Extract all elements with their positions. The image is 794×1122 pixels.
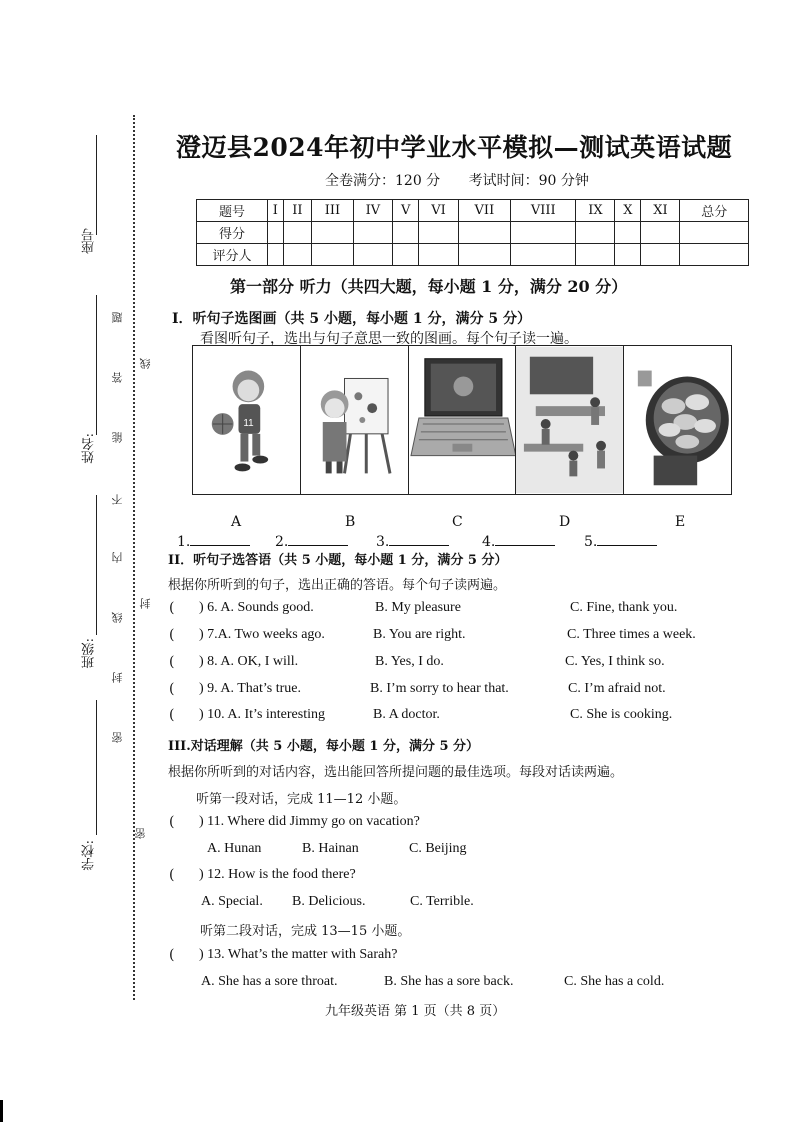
- table-cell: V: [393, 200, 419, 222]
- option-a: A. She has a sore throat.: [201, 974, 338, 989]
- seal-word: 答: [111, 372, 124, 383]
- picture-letter: C: [452, 514, 463, 530]
- section-3-title: III.对话理解（共 5 小题，每小题 1 分，满分 5 分）: [168, 739, 480, 754]
- score-row: [197, 222, 749, 244]
- table-cell: XI: [641, 200, 680, 222]
- table-cell: VII: [458, 200, 510, 222]
- option-c: C. Beijing: [409, 841, 467, 856]
- answer-number: 5.: [584, 534, 598, 550]
- picture-letter: D: [559, 514, 571, 530]
- table-cell: IV: [353, 200, 392, 222]
- class-line: [96, 495, 97, 635]
- option-c: C. She has a cold.: [564, 974, 665, 989]
- picture-letter: A: [231, 514, 242, 530]
- question-11: ) 11. Where did Jimmy go on vacation?: [199, 814, 420, 829]
- table-cell: 评分人: [197, 244, 268, 266]
- school-label: 学校:: [82, 840, 97, 871]
- name-label: 姓名:: [82, 433, 97, 464]
- answer-number: 2.: [275, 534, 289, 550]
- option-a: ) 9. A. That’s true.: [199, 681, 302, 696]
- answer-paren[interactable]: (: [169, 600, 175, 616]
- section-3-instruction: 根据你所听到的对话内容，选出能回答所提问题的最佳选项。每段对话读两遍。: [168, 765, 624, 780]
- table-cell: VIII: [511, 200, 576, 222]
- answer-paren[interactable]: (: [169, 947, 175, 963]
- option-a: A. Special.: [201, 894, 263, 909]
- option-b: B. Delicious.: [292, 894, 366, 909]
- answer-paren[interactable]: (: [169, 814, 175, 830]
- exam-subtitle: [325, 170, 613, 190]
- option-a: ) 8. A. OK, I will.: [199, 654, 299, 669]
- option-a: ) 7.A. Two weeks ago.: [199, 627, 325, 642]
- answer-number: 3.: [376, 534, 390, 550]
- option-a: ) 6. A. Sounds good.: [199, 600, 314, 615]
- answer-paren[interactable]: (: [169, 707, 175, 723]
- answer-blank-5[interactable]: [584, 533, 657, 550]
- section-2-instruction: 根据你所听到的句子，选出正确的答语。每个句子读两遍。: [168, 578, 507, 593]
- table-cell: X: [615, 200, 641, 222]
- option-a: A. Hunan: [207, 841, 262, 856]
- picture-e-dumplings: [624, 346, 731, 494]
- seal-word: 线: [139, 358, 152, 369]
- table-cell: 题号: [197, 200, 268, 222]
- full-score: 全卷满分：120 分: [325, 173, 441, 189]
- option-b: B. A doctor.: [373, 707, 440, 722]
- exam-time: 考试时间：90 分钟: [468, 173, 589, 189]
- picture-c-computer: [409, 346, 517, 494]
- option-b: B. Hainan: [302, 841, 359, 856]
- seal-word: 密: [134, 828, 147, 839]
- answer-blank-4[interactable]: [482, 533, 555, 550]
- option-c: C. She is cooking.: [570, 707, 673, 722]
- seal-word: 能: [111, 432, 124, 443]
- seat-line: [96, 135, 97, 235]
- table-cell: III: [312, 200, 354, 222]
- class-label: 班级:: [82, 638, 97, 669]
- seal-word: 不: [111, 494, 124, 505]
- name-line: [96, 295, 97, 435]
- answer-paren[interactable]: (: [169, 867, 175, 883]
- seal-word: 封: [139, 598, 152, 609]
- question-12: ) 12. How is the food there?: [199, 867, 356, 882]
- option-b: B. I’m sorry to hear that.: [370, 681, 509, 696]
- picture-a-basketball: [193, 346, 301, 494]
- answer-paren[interactable]: (: [169, 654, 175, 670]
- part-one-title: 第一部分 听力（共四大题，每小题 1 分，满分 20 分）: [230, 277, 628, 296]
- table-cell: 得分: [197, 222, 268, 244]
- table-cell: II: [283, 200, 312, 222]
- svg-text:11: 11: [243, 417, 254, 429]
- picture-d-classroom: [516, 346, 624, 494]
- answer-number: 4.: [482, 534, 496, 550]
- option-b: B. She has a sore back.: [384, 974, 514, 989]
- table-cell: IX: [576, 200, 615, 222]
- picture-b-painting: [301, 346, 409, 494]
- option-b: B. My pleasure: [375, 600, 461, 615]
- seal-word: 题: [111, 312, 124, 323]
- seal-word: 封: [111, 672, 124, 683]
- picture-letter: B: [345, 514, 356, 530]
- section-1-instruction: 看图听句子，选出与句子意思一致的图画。每个句子读一遍。: [200, 331, 578, 347]
- answer-blank-3[interactable]: [376, 533, 449, 550]
- seat-label: 座号: [82, 228, 97, 254]
- seal-word: 密: [111, 732, 124, 743]
- score-table: [196, 199, 749, 266]
- option-c: C. Terrible.: [410, 894, 474, 909]
- option-b: B. You are right.: [373, 627, 466, 642]
- seal-dotted-line: [133, 115, 135, 1000]
- answer-blank-2[interactable]: [275, 533, 348, 550]
- dialog-2-instruction: 听第二段对话，完成 13—15 小题。: [200, 924, 411, 939]
- answer-number: 1.: [177, 534, 191, 550]
- answer-blank-1[interactable]: [177, 533, 250, 550]
- section-2-title: II．听句子选答语（共 5 小题，每小题 1 分，满分 5 分）: [168, 553, 508, 568]
- option-a: ) 10. A. It’s interesting: [199, 707, 325, 722]
- section-1-title: I．听句子选图画（共 5 小题，每小题 1 分，满分 5 分）: [172, 311, 532, 327]
- question-13: ) 13. What’s the matter with Sarah?: [199, 947, 398, 962]
- exam-title: 澄迈县2024年初中学业水平模拟—测试英语试题: [176, 133, 733, 162]
- score-header-row: [197, 200, 749, 222]
- picture-letter: E: [675, 514, 686, 530]
- scan-mark: [0, 1100, 3, 1122]
- answer-paren[interactable]: (: [169, 627, 175, 643]
- table-cell: 总分: [680, 200, 749, 222]
- option-c: C. Yes, I think so.: [565, 654, 665, 669]
- school-line: [96, 700, 97, 835]
- picture-strip: [192, 345, 732, 495]
- answer-paren[interactable]: (: [169, 681, 175, 697]
- table-cell: VI: [419, 200, 458, 222]
- option-b: B. Yes, I do.: [375, 654, 444, 669]
- seal-word: 内: [111, 552, 124, 563]
- page-footer: 九年级英语 第 1 页（共 8 页）: [325, 1004, 506, 1019]
- table-cell: I: [268, 200, 284, 222]
- dialog-1-instruction: 听第一段对话，完成 11—12 小题。: [196, 792, 407, 807]
- option-c: C. Fine, thank you.: [570, 600, 678, 615]
- option-c: C. I’m afraid not.: [568, 681, 666, 696]
- grader-row: [197, 244, 749, 266]
- seal-word: 线: [111, 612, 124, 623]
- option-c: C. Three times a week.: [567, 627, 696, 642]
